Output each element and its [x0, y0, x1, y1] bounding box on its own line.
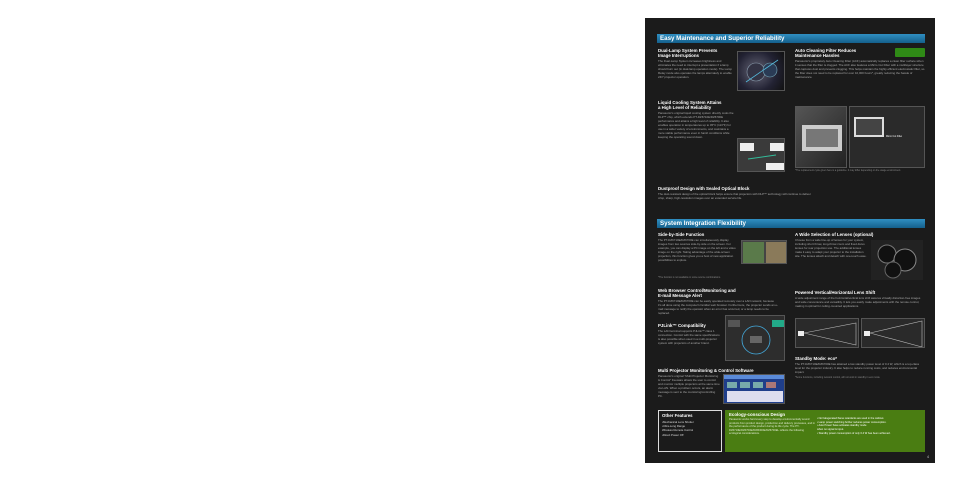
filter-image-left	[795, 106, 847, 168]
side-by-side-title: Side-by-Side Function	[658, 232, 705, 237]
brochure-page	[645, 18, 935, 463]
other-features-title: Other Features	[662, 413, 693, 418]
lamp-diagram-icon	[738, 52, 785, 91]
network-icon	[726, 316, 785, 361]
eco-bullet: • Auto Power Save activates standby mode	[817, 424, 867, 428]
dual-lamp-title-2: Image Interruptions	[658, 53, 699, 58]
filter-image-right	[849, 106, 925, 168]
liquid-cooling-image	[737, 138, 785, 172]
dustproof-title: Dustproof Design with Sealed Optical Block	[658, 186, 750, 191]
web-browser-title-2: E-mail Message Alert	[658, 293, 703, 298]
filter-title-1: Auto Cleaning Filter Reduces	[795, 48, 857, 53]
other-features-box	[658, 410, 722, 452]
section-banner-maintenance: Easy Maintenance and Superior Reliability	[657, 34, 925, 43]
filter-body: Panasonic's proprietary Auto Cleaning Filter (ACF) automatically replaces a clean filter surface when it senses that the filter is clogged. The ACF also features a Micro Cut Filter with a multilayer structure that captures dust and prevents clogging. This helps maintain the highly efficient electrostatic filter, so the filter does not need to be replaced for over 10,000 hours*, greatly reducing the hassle of maintenance.	[795, 59, 925, 79]
dual-lamp-body: The Dual-Lamp System increases brightness and eliminates the need to interrupt a presentation if a lamp should burn out (in dual-lamp operation mode). The Lamp Relay mode also operates the lamps alternately to enable 24/7 projector operation.	[658, 59, 732, 79]
standby-body: The PT-DZ6710E/DZ6700E has attained a low standby power level of 0.4 W, which is a top-class level for the projector industry. It also helps to reduce running costs, and reduces environmental impact.	[795, 362, 920, 374]
cooling-diagram-icon	[738, 139, 785, 172]
other-feature-item: •Ultra-Long Range	[662, 424, 686, 429]
side-by-side-footnote: *The function is not available in some source combinations.	[658, 276, 721, 279]
lenses-image	[871, 240, 923, 280]
filter-unit-icon	[796, 107, 847, 168]
eco-body: Panasonic works hard every step to develop environmentally sound products from product design, production and delivery processes, and in the performance of the product during its life cycle. The PT-DZ6710E/DZ6700E/DW6300E/DZ6700EL reflects the following ecological considerations.	[729, 418, 815, 436]
web-browser-title-1: Web Browser Control/Monitoring and	[658, 288, 736, 293]
multi-projector-body: Panasonic's original "Multi Projector Monitoring & Control" freeware allows the user to control and monitor multiple projectors at the same time via LAN. When a problem occurs, an alarm message is sent to the monitoring/controlling PC.	[658, 374, 720, 398]
dustproof-body: The dust-resistant design of the optical block helps ensure that projectors with DLP™ technology will continue to deliver crisp, sharp, high-resolution images over an extended service life.	[658, 192, 811, 200]
lens-shift-body: A wide adjustment range of the horizontal/vertical lens shift assures virtually distortion-free images and wide convenience and versatility. It lets you easily make adjustments with the remote control, making it optimal for ceiling-mounted applications.	[795, 296, 921, 308]
eco-box	[725, 410, 925, 452]
micro-cut-filter-label: Micro Cut Filter	[886, 135, 903, 138]
lens-shift-horizontal-image	[861, 318, 925, 348]
filter-footnote: *The replacement cycle given here is a guideline. It may differ depending on the usage environment.	[795, 169, 902, 172]
eco-bullet: when no signal is input.	[817, 428, 844, 432]
network-diagram	[725, 315, 785, 361]
other-feature-item: •Mechanical Lens Shutter	[662, 420, 694, 424]
multi-projector-title: Multi Projector Monitoring & Control Software	[658, 368, 754, 373]
pjlink-body: The LAN terminal supports PJLink™ class 1 connection. Control with the same specifications is also possible when used in a multi-projector system with projectors of another brand.	[658, 329, 720, 345]
lens-icon	[871, 240, 923, 280]
liquid-cooling-body: Panasonic's original liquid cooling system directly cools the DLP™ chip, which extends PT-DZ6710E/DZ6700E performance and attains a high level of reliability. It also enables operation in temperatures up to 45°C (113°F) for use in a wider variety of environments, and maintains a more stable performance even in harsh conditions while keeping the operating sound down.	[658, 111, 734, 139]
dual-lamp-title-1: Dual-Lamp System Prevents	[658, 48, 718, 53]
other-feature-item: •Direct Power Off	[662, 432, 684, 437]
vertical-shift-icon	[796, 319, 859, 348]
side-by-side-image	[741, 240, 787, 264]
pjlink-title: PJLink™ Compatibility	[658, 323, 706, 328]
eco-bullets	[817, 417, 921, 436]
lens-shift-vertical-image	[795, 318, 859, 348]
other-feature-item: Wireless Remote Control	[662, 428, 694, 433]
lens-shift-title: Powered Vertical/Horizontal Lens Shift	[795, 290, 876, 295]
split-screen-icon	[742, 241, 787, 264]
software-screenshot	[723, 374, 785, 404]
web-browser-body: The PT-DZ6710E/DZ6700E can be easily operated remotely over a LAN network, because it's all done using the computer's familiar web browser. Furthermore, the projector sends an e-mail message to notify the operator when an error has occurred, or a lamp needs to be replaced.	[658, 299, 778, 315]
standby-title: Standby Mode: eco*	[795, 356, 837, 361]
standby-footnote: *Some functions, including network control, will not work in standby in eco mode.	[795, 376, 881, 379]
eco-bullet: • No halogenated flame retardants are used in the cabinet.	[817, 417, 885, 420]
other-features-list	[662, 420, 694, 437]
page-number: 4	[927, 455, 929, 459]
filter-title-2: Maintenance Hassles	[795, 53, 840, 58]
eco-bullet: • Standby power consumption of only 0.4 W has been achieved.	[817, 431, 891, 435]
lenses-title: A Wide Selection of Lenses (optional)	[795, 232, 874, 237]
liquid-cooling-title-2: a High Level of Reliability	[658, 105, 712, 110]
acf-logo	[895, 48, 925, 57]
dual-lamp-image	[737, 51, 785, 91]
eco-bullet: • Lamp power switching further reduces power consumption.	[817, 420, 887, 424]
lenses-body: Choose from a wide line-up of lenses for your system, including short throw, long-throw zoom and fixed-focus lenses for rear projection use. The additional lenses make it easy to adapt your projector to the installation site. The lenses attach and detach with one-touch ease.	[795, 238, 867, 258]
horizontal-shift-icon	[862, 319, 925, 348]
side-by-side-body: The PT-DZ6710E/DZ6700E can simultaneously display images from two sources side-by-side on the screen. For example, you can display a PC image on the left and a video image on the right. Taking advantage of the wide-screen projection, this function gives you a host of new application possibilities to explore.	[658, 238, 736, 262]
software-window-icon	[724, 375, 785, 404]
eco-title: Ecology-conscious Design	[729, 412, 786, 417]
liquid-cooling-title-1: Liquid Cooling System Attains	[658, 100, 722, 105]
section-banner-integration: System Integration Flexibility	[657, 219, 925, 228]
